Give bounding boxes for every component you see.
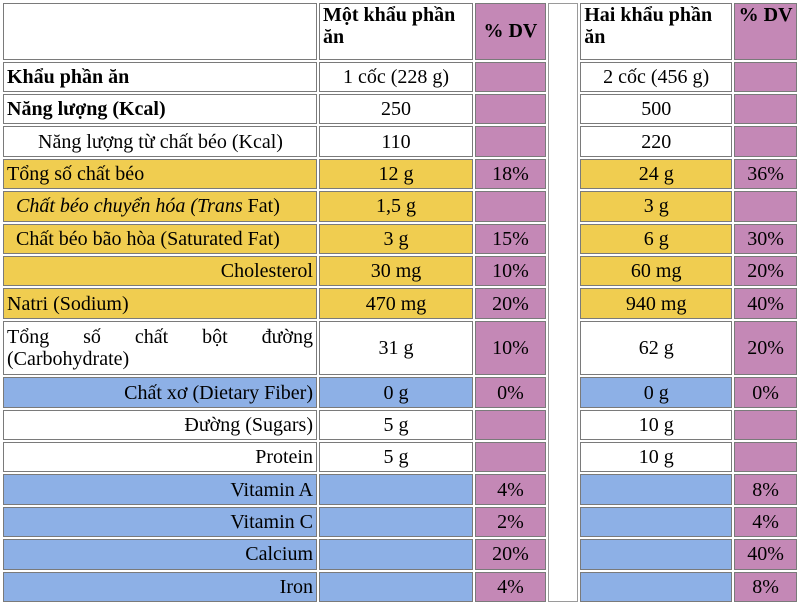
two-servings-value: 10 g xyxy=(580,410,732,440)
two-servings-dv: 40% xyxy=(734,288,797,318)
one-serving-dv: 18% xyxy=(475,159,546,189)
two-servings-value: 2 cốc (456 g) xyxy=(580,62,732,92)
two-servings-dv xyxy=(734,94,797,124)
table-row xyxy=(3,191,797,221)
two-servings-dv: 20% xyxy=(734,256,797,286)
two-servings-dv xyxy=(734,126,797,156)
one-serving-value xyxy=(319,539,473,569)
table-row xyxy=(3,256,797,286)
table-row xyxy=(3,474,797,504)
row-label: Khẩu phần ăn xyxy=(3,62,317,92)
table-row xyxy=(3,288,797,318)
table-row xyxy=(3,126,797,156)
two-servings-value: 220 xyxy=(580,126,732,156)
table-row xyxy=(3,224,797,254)
one-serving-value xyxy=(319,572,473,602)
one-serving-dv xyxy=(475,94,546,124)
two-servings-dv xyxy=(734,62,797,92)
one-serving-dv: 20% xyxy=(475,288,546,318)
one-serving-dv xyxy=(475,126,546,156)
one-serving-dv: 20% xyxy=(475,539,546,569)
row-label: Natri (Sodium) xyxy=(3,288,317,318)
nutrition-facts-table xyxy=(1,1,799,604)
header-row xyxy=(3,3,797,60)
two-servings-value: 3 g xyxy=(580,191,732,221)
two-servings-dv xyxy=(734,191,797,221)
one-serving-dv: 2% xyxy=(475,507,546,537)
table-row xyxy=(3,539,797,569)
two-servings-value: 24 g xyxy=(580,159,732,189)
two-servings-dv: 36% xyxy=(734,159,797,189)
one-serving-dv: 10% xyxy=(475,256,546,286)
header-empty-cell xyxy=(3,3,317,60)
one-serving-value: 31 g xyxy=(319,321,473,376)
table-row xyxy=(3,159,797,189)
row-label: Chất xơ (Dietary Fiber) xyxy=(3,377,317,407)
row-label: Tổng số chất béo xyxy=(3,159,317,189)
header-two-servings: Hai khẩu phần ăn xyxy=(580,3,732,60)
header-one-dv: % DV xyxy=(475,3,546,60)
one-serving-dv: 0% xyxy=(475,377,546,407)
table-row xyxy=(3,442,797,472)
row-label: Tổng số chất bột đường (Carbohydrate) xyxy=(3,321,317,376)
one-serving-dv xyxy=(475,191,546,221)
two-servings-value: 62 g xyxy=(580,321,732,376)
two-servings-value: 0 g xyxy=(580,377,732,407)
one-serving-value: 30 mg xyxy=(319,256,473,286)
one-serving-value: 250 xyxy=(319,94,473,124)
table-row xyxy=(3,572,797,602)
table-row xyxy=(3,377,797,407)
table-row xyxy=(3,410,797,440)
two-servings-value xyxy=(580,539,732,569)
two-servings-value: 10 g xyxy=(580,442,732,472)
one-serving-value: 1 cốc (228 g) xyxy=(319,62,473,92)
table-row xyxy=(3,62,797,92)
one-serving-dv: 15% xyxy=(475,224,546,254)
one-serving-dv xyxy=(475,442,546,472)
row-label: Vitamin C xyxy=(3,507,317,537)
row-label: Năng lượng (Kcal) xyxy=(3,94,317,124)
two-servings-dv: 8% xyxy=(734,572,797,602)
one-serving-dv: 4% xyxy=(475,474,546,504)
one-serving-value: 12 g xyxy=(319,159,473,189)
one-serving-value: 5 g xyxy=(319,442,473,472)
two-servings-dv: 0% xyxy=(734,377,797,407)
one-serving-dv: 4% xyxy=(475,572,546,602)
one-serving-dv xyxy=(475,62,546,92)
one-serving-value: 470 mg xyxy=(319,288,473,318)
table-row xyxy=(3,321,797,376)
two-servings-value: 500 xyxy=(580,94,732,124)
row-label: Protein xyxy=(3,442,317,472)
row-label: Chất béo bão hòa (Saturated Fat) xyxy=(3,224,317,254)
two-servings-dv: 20% xyxy=(734,321,797,376)
row-label: Đường (Sugars) xyxy=(3,410,317,440)
one-serving-value: 0 g xyxy=(319,377,473,407)
separator-column xyxy=(548,3,578,602)
two-servings-value: 60 mg xyxy=(580,256,732,286)
two-servings-dv: 8% xyxy=(734,474,797,504)
one-serving-value xyxy=(319,474,473,504)
row-label: Calcium xyxy=(3,539,317,569)
two-servings-dv: 30% xyxy=(734,224,797,254)
row-label-italic: Chất béo chuyển hóa (Trans xyxy=(16,195,248,218)
two-servings-dv: 40% xyxy=(734,539,797,569)
two-servings-value xyxy=(580,474,732,504)
two-servings-dv xyxy=(734,442,797,472)
two-servings-value xyxy=(580,507,732,537)
row-label: Iron xyxy=(3,572,317,602)
two-servings-value: 6 g xyxy=(580,224,732,254)
two-servings-value xyxy=(580,572,732,602)
one-serving-value: 1,5 g xyxy=(319,191,473,221)
two-servings-value: 940 mg xyxy=(580,288,732,318)
table-row xyxy=(3,507,797,537)
row-label: Vitamin A xyxy=(3,474,317,504)
row-label: Cholesterol xyxy=(3,256,317,286)
one-serving-value xyxy=(319,507,473,537)
one-serving-value: 110 xyxy=(319,126,473,156)
one-serving-dv: 10% xyxy=(475,321,546,376)
row-label xyxy=(3,191,317,221)
one-serving-value: 3 g xyxy=(319,224,473,254)
header-two-dv: % DV xyxy=(734,3,797,60)
two-servings-dv xyxy=(734,410,797,440)
row-label: Năng lượng từ chất béo (Kcal) xyxy=(3,126,317,156)
row-label-rest: Fat) xyxy=(247,195,280,218)
header-one-serving: Một khẩu phần ăn xyxy=(319,3,473,60)
one-serving-dv xyxy=(475,410,546,440)
two-servings-dv: 4% xyxy=(734,507,797,537)
one-serving-value: 5 g xyxy=(319,410,473,440)
table-row xyxy=(3,94,797,124)
